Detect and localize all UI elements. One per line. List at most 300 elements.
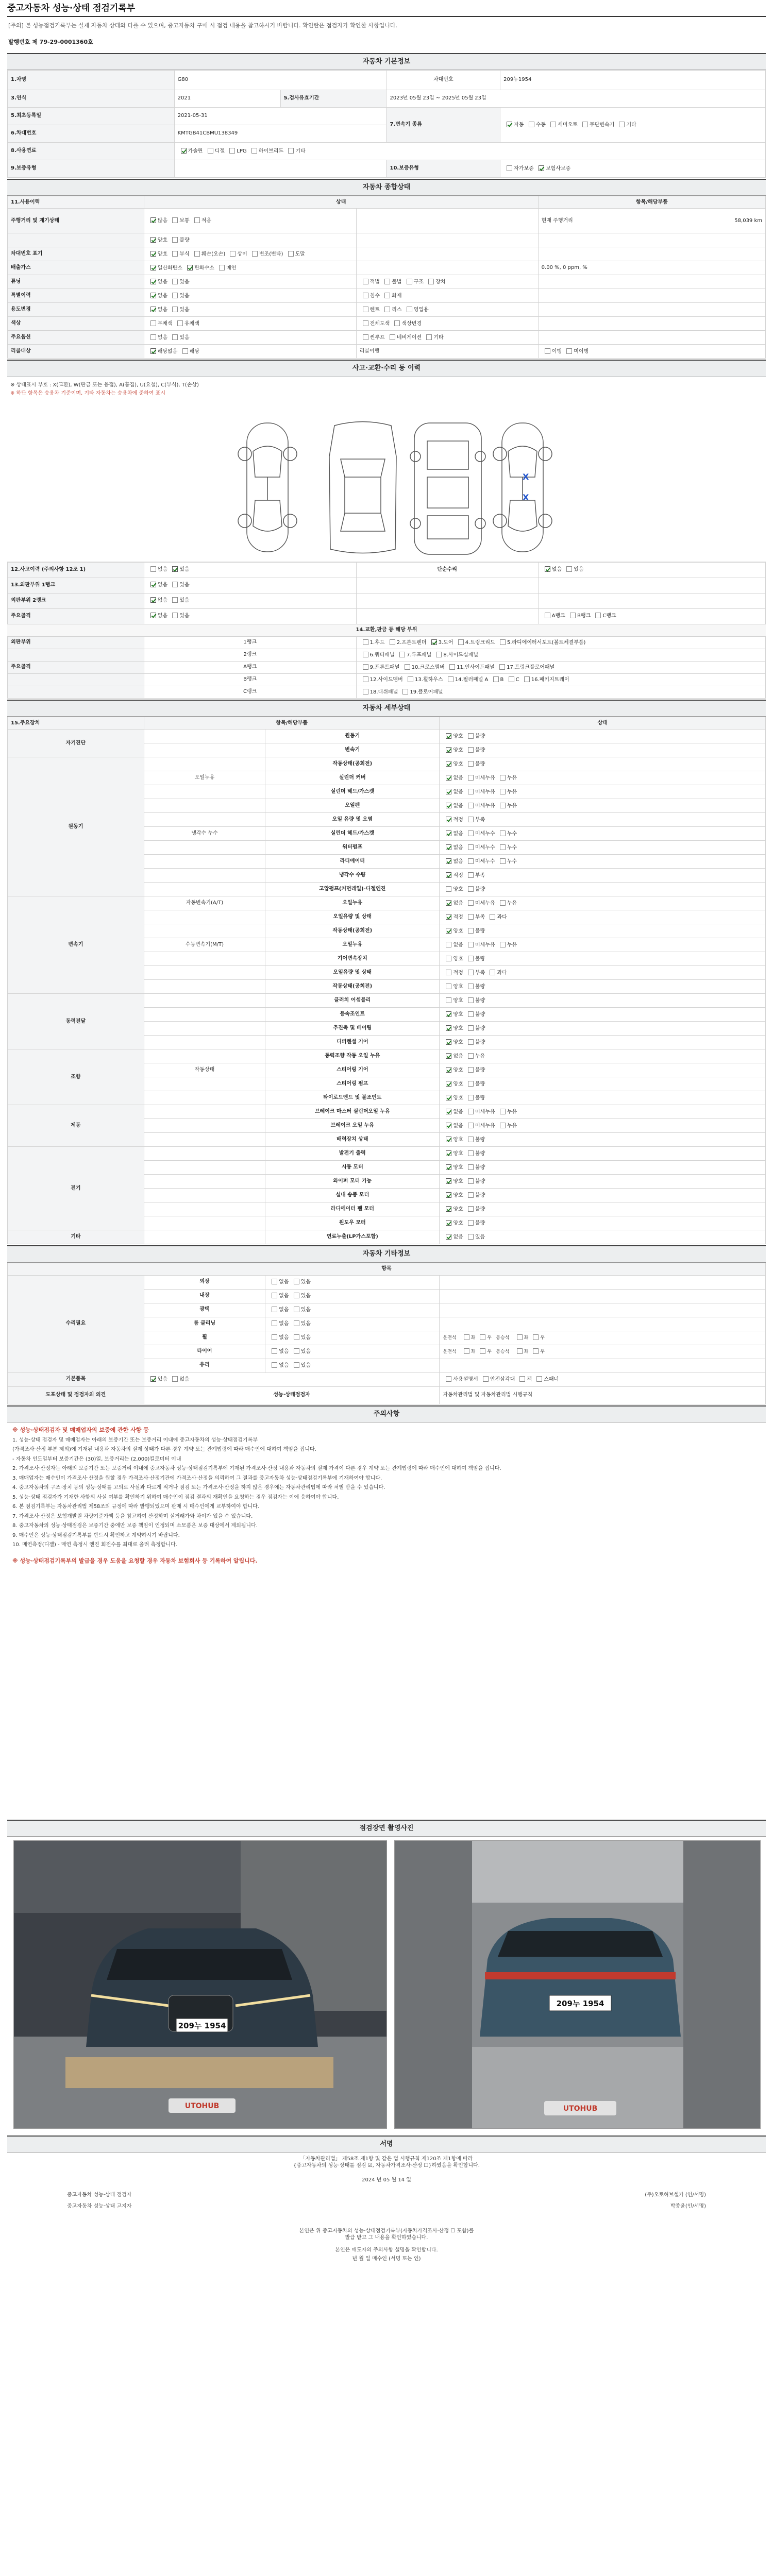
- checkbox-option[interactable]: [490, 677, 504, 683]
- checkbox-option[interactable]: [404, 279, 424, 285]
- checkbox[interactable]: [208, 148, 213, 154]
- checkbox-option[interactable]: [465, 1193, 485, 1198]
- checkbox-option[interactable]: [191, 251, 225, 257]
- checkbox-option[interactable]: [360, 689, 398, 695]
- checkbox[interactable]: [500, 803, 506, 808]
- checkbox-option[interactable]: [386, 640, 427, 646]
- checkbox-option[interactable]: [268, 1293, 289, 1299]
- checkbox-option[interactable]: [178, 148, 203, 154]
- checkbox[interactable]: [446, 733, 451, 739]
- checkbox-option[interactable]: [169, 218, 189, 224]
- checkbox[interactable]: [468, 1206, 474, 1212]
- checkbox-option[interactable]: [497, 775, 517, 781]
- checkbox-option[interactable]: [443, 956, 463, 962]
- checkbox[interactable]: [468, 970, 474, 975]
- checkbox-option[interactable]: [268, 1307, 289, 1313]
- checkbox[interactable]: [500, 831, 506, 836]
- checkbox-option[interactable]: [169, 613, 189, 619]
- checkbox-option[interactable]: [465, 942, 495, 948]
- checkbox-option[interactable]: [486, 914, 507, 920]
- checkbox-option[interactable]: [147, 321, 173, 327]
- checkbox-option[interactable]: [147, 238, 167, 243]
- checkbox-option[interactable]: [521, 677, 569, 683]
- checkbox-option[interactable]: [497, 1123, 517, 1129]
- checkbox[interactable]: [363, 293, 368, 298]
- checkbox-option[interactable]: [443, 998, 463, 1004]
- checkbox-option[interactable]: [445, 677, 489, 683]
- checkbox[interactable]: [446, 831, 451, 836]
- checkbox-option[interactable]: [443, 817, 463, 823]
- checkbox[interactable]: [446, 984, 451, 989]
- checkbox[interactable]: [150, 613, 156, 618]
- checkbox[interactable]: [272, 1334, 277, 1340]
- checkbox-option[interactable]: [443, 1095, 463, 1101]
- checkbox[interactable]: [448, 676, 453, 682]
- checkbox-option[interactable]: [360, 652, 395, 658]
- checkbox-option[interactable]: [443, 859, 463, 865]
- checkbox-option[interactable]: [480, 1377, 515, 1382]
- checkbox-option[interactable]: [443, 1123, 463, 1129]
- checkbox[interactable]: [468, 747, 474, 753]
- checkbox-option[interactable]: [147, 265, 182, 271]
- checkbox[interactable]: [464, 1348, 469, 1354]
- checkbox[interactable]: [194, 251, 200, 257]
- checkbox-option[interactable]: [360, 335, 385, 341]
- checkbox[interactable]: [446, 1109, 451, 1114]
- checkbox-option[interactable]: [443, 1012, 463, 1018]
- checkbox[interactable]: [399, 652, 405, 657]
- checkbox-option[interactable]: [443, 761, 463, 767]
- checkbox[interactable]: [394, 320, 400, 326]
- checkbox-option[interactable]: [169, 598, 189, 603]
- checkbox-option[interactable]: [443, 1081, 463, 1087]
- checkbox[interactable]: [468, 831, 474, 836]
- checkbox-option[interactable]: [496, 665, 554, 670]
- checkbox[interactable]: [570, 613, 576, 618]
- checkbox-option[interactable]: [291, 1363, 311, 1368]
- checkbox[interactable]: [446, 970, 451, 975]
- checkbox-option[interactable]: [497, 942, 517, 948]
- checkbox[interactable]: [468, 1095, 474, 1100]
- checkbox[interactable]: [446, 1220, 451, 1226]
- checkbox[interactable]: [294, 1348, 299, 1354]
- checkbox[interactable]: [446, 803, 451, 808]
- checkbox[interactable]: [468, 817, 474, 822]
- checkbox[interactable]: [500, 900, 506, 906]
- checkbox[interactable]: [446, 900, 451, 906]
- checkbox-option[interactable]: [381, 279, 401, 285]
- checkbox-option[interactable]: [291, 1321, 311, 1327]
- checkbox[interactable]: [500, 1109, 506, 1114]
- checkbox-option[interactable]: [461, 1349, 476, 1354]
- checkbox-option[interactable]: [465, 1054, 485, 1059]
- checkbox[interactable]: [288, 148, 294, 154]
- checkbox-option[interactable]: [465, 748, 485, 753]
- checkbox-option[interactable]: [147, 1377, 167, 1382]
- checkbox[interactable]: [272, 1320, 277, 1326]
- checkbox[interactable]: [468, 1025, 474, 1031]
- checkbox[interactable]: [468, 1192, 474, 1198]
- checkbox-option[interactable]: [227, 251, 247, 257]
- checkbox-option[interactable]: [465, 803, 495, 809]
- checkbox[interactable]: [500, 789, 506, 794]
- checkbox[interactable]: [390, 639, 395, 645]
- checkbox[interactable]: [446, 789, 451, 794]
- checkbox-option[interactable]: [461, 1335, 476, 1341]
- checkbox-option[interactable]: [443, 748, 463, 753]
- checkbox-option[interactable]: [533, 1377, 559, 1382]
- checkbox-option[interactable]: [465, 887, 485, 892]
- checkbox-option[interactable]: [443, 1137, 463, 1143]
- checkbox-option[interactable]: [147, 335, 167, 341]
- checkbox-option[interactable]: [592, 613, 616, 619]
- checkbox-option[interactable]: [497, 789, 517, 795]
- checkbox[interactable]: [545, 566, 550, 572]
- checkbox[interactable]: [230, 251, 236, 257]
- checkbox-option[interactable]: [465, 1109, 495, 1115]
- checkbox[interactable]: [446, 1137, 451, 1142]
- checkbox[interactable]: [468, 886, 474, 892]
- checkbox-option[interactable]: [465, 789, 495, 795]
- checkbox[interactable]: [363, 664, 368, 670]
- checkbox[interactable]: [468, 1081, 474, 1087]
- checkbox[interactable]: [384, 307, 390, 312]
- checkbox[interactable]: [150, 265, 156, 270]
- checkbox[interactable]: [428, 279, 434, 284]
- checkbox[interactable]: [384, 293, 390, 298]
- checkbox-option[interactable]: [465, 1221, 485, 1226]
- checkbox[interactable]: [446, 886, 451, 892]
- checkbox[interactable]: [446, 1025, 451, 1031]
- checkbox-option[interactable]: [147, 251, 167, 257]
- checkbox-option[interactable]: [291, 1293, 311, 1299]
- checkbox-option[interactable]: [285, 148, 305, 154]
- checkbox-option[interactable]: [465, 734, 485, 739]
- checkbox[interactable]: [468, 1164, 474, 1170]
- checkbox[interactable]: [446, 1376, 451, 1382]
- checkbox[interactable]: [172, 613, 178, 618]
- checkbox[interactable]: [500, 1123, 506, 1128]
- checkbox[interactable]: [446, 775, 451, 781]
- checkbox-option[interactable]: [443, 1109, 463, 1115]
- checkbox[interactable]: [468, 733, 474, 739]
- checkbox[interactable]: [150, 582, 156, 587]
- checkbox[interactable]: [566, 348, 572, 354]
- checkbox[interactable]: [446, 761, 451, 767]
- checkbox[interactable]: [251, 148, 257, 154]
- checkbox-option[interactable]: [291, 1307, 311, 1313]
- checkbox[interactable]: [468, 914, 474, 920]
- checkbox[interactable]: [363, 652, 368, 657]
- checkbox[interactable]: [468, 984, 474, 989]
- checkbox[interactable]: [446, 844, 451, 850]
- checkbox-option[interactable]: [443, 873, 463, 878]
- checkbox[interactable]: [500, 942, 506, 947]
- checkbox[interactable]: [194, 217, 200, 223]
- checkbox-option[interactable]: [465, 998, 485, 1004]
- checkbox[interactable]: [150, 279, 156, 284]
- checkbox[interactable]: [446, 1011, 451, 1017]
- checkbox[interactable]: [458, 639, 464, 645]
- checkbox[interactable]: [172, 597, 178, 603]
- checkbox-option[interactable]: [465, 1179, 485, 1184]
- checkbox-option[interactable]: [486, 970, 507, 976]
- checkbox[interactable]: [533, 1348, 539, 1354]
- checkbox-option[interactable]: [497, 803, 517, 809]
- checkbox[interactable]: [446, 1164, 451, 1170]
- checkbox[interactable]: [219, 265, 225, 270]
- checkbox-option[interactable]: [404, 307, 429, 313]
- checkbox[interactable]: [449, 664, 455, 670]
- checkbox[interactable]: [272, 1307, 277, 1312]
- checkbox[interactable]: [150, 320, 156, 326]
- checkbox-option[interactable]: [147, 567, 167, 572]
- checkbox-option[interactable]: [465, 1081, 485, 1087]
- checkbox[interactable]: [446, 747, 451, 753]
- checkbox[interactable]: [288, 251, 294, 257]
- checkbox[interactable]: [446, 817, 451, 822]
- checkbox[interactable]: [407, 279, 412, 284]
- checkbox-option[interactable]: [465, 873, 485, 878]
- checkbox-option[interactable]: [503, 166, 534, 172]
- checkbox-option[interactable]: [291, 1349, 311, 1354]
- checkbox[interactable]: [446, 942, 451, 947]
- checkbox-option[interactable]: [381, 293, 401, 299]
- checkbox-option[interactable]: [443, 734, 463, 739]
- checkbox[interactable]: [150, 566, 156, 572]
- checkbox[interactable]: [446, 956, 451, 961]
- checkbox[interactable]: [468, 1123, 474, 1128]
- checkbox[interactable]: [566, 566, 572, 572]
- checkbox[interactable]: [294, 1320, 299, 1326]
- checkbox-option[interactable]: [268, 1279, 289, 1285]
- checkbox-option[interactable]: [169, 335, 189, 341]
- checkbox[interactable]: [446, 1150, 451, 1156]
- checkbox[interactable]: [181, 148, 187, 154]
- checkbox[interactable]: [272, 1362, 277, 1368]
- checkbox-option[interactable]: [465, 1012, 485, 1018]
- checkbox-option[interactable]: [465, 761, 485, 767]
- checkbox-option[interactable]: [465, 984, 485, 990]
- checkbox-option[interactable]: [174, 321, 199, 327]
- checkbox-option[interactable]: [360, 293, 380, 299]
- checkbox-option[interactable]: [169, 1377, 189, 1382]
- checkbox-option[interactable]: [443, 970, 463, 976]
- checkbox-option[interactable]: [443, 1234, 463, 1240]
- checkbox-option[interactable]: [579, 122, 614, 128]
- checkbox[interactable]: [363, 307, 368, 312]
- checkbox[interactable]: [390, 334, 395, 340]
- checkbox-option[interactable]: [169, 251, 189, 257]
- checkbox[interactable]: [172, 279, 178, 284]
- checkbox[interactable]: [229, 148, 235, 154]
- checkbox-option[interactable]: [516, 1377, 532, 1382]
- checkbox-option[interactable]: [465, 1234, 485, 1240]
- checkbox-option[interactable]: [147, 613, 167, 619]
- checkbox[interactable]: [294, 1307, 299, 1312]
- checkbox[interactable]: [490, 970, 495, 975]
- checkbox-option[interactable]: [497, 845, 517, 851]
- checkbox-option[interactable]: [465, 1040, 485, 1045]
- checkbox-option[interactable]: [401, 665, 445, 670]
- checkbox-option[interactable]: [443, 1179, 463, 1184]
- checkbox-option[interactable]: [428, 640, 453, 646]
- checkbox-option[interactable]: [147, 218, 167, 224]
- checkbox[interactable]: [150, 293, 156, 298]
- checkbox-option[interactable]: [147, 349, 178, 354]
- checkbox-option[interactable]: [268, 1349, 289, 1354]
- checkbox[interactable]: [446, 1095, 451, 1100]
- checkbox[interactable]: [446, 1067, 451, 1073]
- checkbox[interactable]: [468, 942, 474, 947]
- checkbox[interactable]: [172, 293, 178, 298]
- checkbox-option[interactable]: [443, 1151, 463, 1157]
- checkbox[interactable]: [446, 997, 451, 1003]
- checkbox[interactable]: [294, 1334, 299, 1340]
- checkbox[interactable]: [517, 1348, 523, 1354]
- checkbox-option[interactable]: [465, 859, 495, 865]
- checkbox[interactable]: [499, 664, 505, 670]
- checkbox[interactable]: [539, 165, 544, 171]
- checkbox-option[interactable]: [405, 677, 443, 683]
- checkbox[interactable]: [468, 844, 474, 850]
- checkbox[interactable]: [545, 613, 550, 618]
- checkbox[interactable]: [446, 914, 451, 920]
- checkbox[interactable]: [446, 858, 451, 864]
- checkbox[interactable]: [468, 1137, 474, 1142]
- checkbox-option[interactable]: [443, 984, 463, 990]
- checkbox-option[interactable]: [425, 279, 445, 285]
- checkbox[interactable]: [509, 676, 514, 682]
- checkbox-option[interactable]: [567, 613, 591, 619]
- checkbox[interactable]: [468, 775, 474, 781]
- checkbox[interactable]: [363, 320, 368, 326]
- checkbox[interactable]: [490, 914, 495, 920]
- checkbox-option[interactable]: [169, 238, 189, 243]
- checkbox-option[interactable]: [443, 1221, 463, 1226]
- checkbox-option[interactable]: [443, 1040, 463, 1045]
- checkbox[interactable]: [446, 1123, 451, 1128]
- checkbox[interactable]: [252, 251, 258, 257]
- checkbox[interactable]: [150, 307, 156, 312]
- checkbox[interactable]: [363, 279, 368, 284]
- checkbox-option[interactable]: [465, 1026, 485, 1031]
- checkbox[interactable]: [177, 320, 183, 326]
- checkbox[interactable]: [407, 307, 412, 312]
- checkbox-option[interactable]: [205, 148, 225, 154]
- checkbox-option[interactable]: [542, 613, 565, 619]
- checkbox-option[interactable]: [465, 775, 495, 781]
- checkbox[interactable]: [468, 928, 474, 934]
- checkbox[interactable]: [150, 597, 156, 603]
- checkbox-option[interactable]: [446, 665, 495, 670]
- checkbox-option[interactable]: [542, 349, 562, 354]
- checkbox-option[interactable]: [547, 122, 578, 128]
- checkbox-option[interactable]: [360, 321, 390, 327]
- checkbox-option[interactable]: [443, 1207, 463, 1212]
- checkbox[interactable]: [363, 676, 368, 682]
- checkbox[interactable]: [446, 1178, 451, 1184]
- checkbox[interactable]: [408, 676, 413, 682]
- checkbox[interactable]: [468, 803, 474, 808]
- checkbox-option[interactable]: [465, 1137, 485, 1143]
- checkbox[interactable]: [172, 237, 178, 243]
- checkbox[interactable]: [524, 676, 530, 682]
- checkbox-option[interactable]: [147, 279, 167, 285]
- checkbox-option[interactable]: [465, 970, 485, 976]
- checkbox-option[interactable]: [497, 859, 517, 865]
- checkbox[interactable]: [150, 348, 156, 354]
- checkbox[interactable]: [480, 1334, 485, 1340]
- checkbox[interactable]: [426, 334, 432, 340]
- checkbox[interactable]: [468, 956, 474, 961]
- checkbox[interactable]: [536, 1376, 542, 1382]
- checkbox[interactable]: [533, 1334, 539, 1340]
- checkbox[interactable]: [507, 165, 512, 171]
- checkbox-option[interactable]: [147, 582, 167, 588]
- checkbox-option[interactable]: [268, 1321, 289, 1327]
- checkbox-option[interactable]: [514, 1335, 529, 1341]
- checkbox-option[interactable]: [443, 901, 463, 906]
- checkbox[interactable]: [500, 858, 506, 864]
- checkbox[interactable]: [468, 1109, 474, 1114]
- checkbox-option[interactable]: [399, 689, 443, 695]
- checkbox[interactable]: [468, 1234, 474, 1240]
- checkbox-option[interactable]: [465, 1123, 495, 1129]
- checkbox[interactable]: [500, 639, 506, 645]
- checkbox-option[interactable]: [477, 1335, 492, 1341]
- checkbox-option[interactable]: [191, 218, 211, 224]
- checkbox[interactable]: [468, 789, 474, 794]
- checkbox-option[interactable]: [169, 307, 189, 313]
- checkbox-option[interactable]: [465, 831, 495, 837]
- checkbox-option[interactable]: [465, 1151, 485, 1157]
- checkbox[interactable]: [150, 237, 156, 243]
- checkbox-option[interactable]: [360, 677, 403, 683]
- checkbox[interactable]: [545, 348, 550, 354]
- checkbox[interactable]: [468, 1220, 474, 1226]
- checkbox-option[interactable]: [497, 901, 517, 906]
- checkbox-option[interactable]: [169, 293, 189, 299]
- checkbox[interactable]: [519, 1376, 525, 1382]
- checkbox-option[interactable]: [526, 122, 546, 128]
- checkbox[interactable]: [446, 1206, 451, 1212]
- checkbox-option[interactable]: [465, 901, 495, 906]
- checkbox[interactable]: [550, 122, 556, 127]
- checkbox-option[interactable]: [443, 1193, 463, 1198]
- checkbox-option[interactable]: [443, 942, 463, 948]
- checkbox-option[interactable]: [477, 1349, 492, 1354]
- checkbox-option[interactable]: [443, 789, 463, 795]
- checkbox-option[interactable]: [443, 887, 463, 892]
- checkbox[interactable]: [172, 251, 178, 257]
- checkbox[interactable]: [468, 1150, 474, 1156]
- checkbox[interactable]: [468, 1178, 474, 1184]
- checkbox-option[interactable]: [465, 1067, 485, 1073]
- checkbox-option[interactable]: [268, 1363, 289, 1368]
- checkbox[interactable]: [619, 122, 625, 127]
- checkbox-option[interactable]: [249, 251, 283, 257]
- checkbox[interactable]: [150, 1376, 156, 1382]
- checkbox-option[interactable]: [386, 335, 422, 341]
- checkbox-option[interactable]: [360, 640, 385, 646]
- checkbox[interactable]: [446, 1081, 451, 1087]
- checkbox-option[interactable]: [443, 1026, 463, 1031]
- checkbox-option[interactable]: [396, 652, 431, 658]
- checkbox[interactable]: [384, 279, 390, 284]
- checkbox-option[interactable]: [147, 293, 167, 299]
- checkbox[interactable]: [493, 676, 499, 682]
